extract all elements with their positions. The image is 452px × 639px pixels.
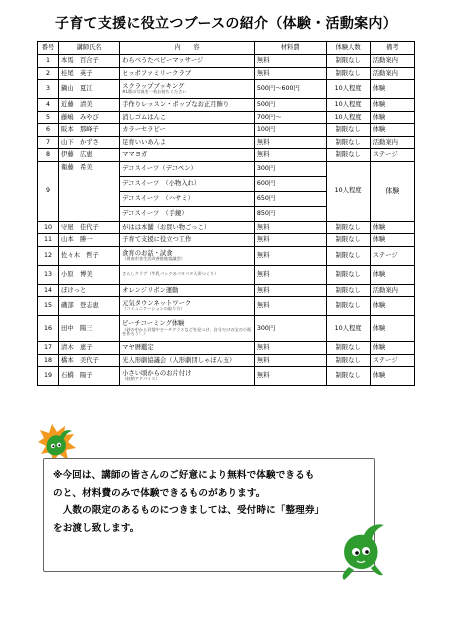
cell-number: 17 (38, 342, 59, 355)
cell-fee: 600円 (254, 176, 326, 191)
content-main: 消しゴムはんこ (122, 113, 167, 121)
cell-content (120, 136, 255, 149)
notice-line: 人数の限定のあるものにつきましては、受付時に「整理券」 (53, 505, 325, 516)
content-main: 食育のお話・試食 (122, 249, 173, 257)
cell-name: 清木 恵子 (59, 342, 120, 355)
header-cell: 体験人数 (326, 42, 370, 55)
content-main: 手作りレッスン・ポップなお正月飾り (122, 101, 230, 109)
cell-note: 体験 (370, 342, 414, 355)
cell-people: 制限なし (326, 342, 370, 355)
cell-people: 10人程度 (326, 99, 370, 112)
table-row (38, 316, 415, 342)
cell-content (120, 354, 255, 367)
cell-fee: 無料 (254, 284, 326, 297)
cell-fee: 700円〜 (254, 111, 326, 124)
table-row (38, 234, 415, 247)
cell-name: 小原 博美 (59, 265, 120, 284)
cell-note: 活動案内 (370, 136, 414, 149)
cell-number: 2 (38, 67, 59, 80)
header-cell: 備考 (370, 42, 414, 55)
table-row (38, 136, 415, 149)
cell-people: 制限なし (326, 221, 370, 234)
table-row (38, 149, 415, 162)
cell-fee: 無料 (254, 246, 326, 265)
cell-people: 10人程度 (326, 80, 370, 99)
cell-number: 16 (38, 316, 59, 342)
cell-content (120, 55, 255, 68)
cell-content (120, 246, 255, 265)
cell-number: 6 (38, 124, 59, 137)
cell-people: 制限なし (326, 136, 370, 149)
cell-name: 山本 勝一 (59, 234, 120, 247)
content-main: ママヨガ (122, 151, 148, 159)
table-row (38, 367, 415, 386)
cell-number: 3 (38, 80, 59, 99)
content-main: 小さい頃からのお片付け (122, 370, 192, 378)
cell-number: 15 (38, 297, 59, 316)
cell-content (120, 234, 255, 247)
cell-fee: 500円 (254, 99, 326, 112)
cell-people: 制限なし (326, 67, 370, 80)
cell-number: 10 (38, 221, 59, 234)
table-row (38, 161, 415, 176)
cell-note: ステージ (370, 354, 414, 367)
cell-fee: 650円 (254, 191, 326, 206)
cell-fee: 無料 (254, 367, 326, 386)
cell-content (120, 367, 255, 386)
cell-content (120, 99, 255, 112)
cell-note: 体験 (370, 124, 414, 137)
content-sub: さらしクラブ（牛乳パックのパタパタ人形つくり） (122, 271, 219, 277)
cell-number: 11 (38, 234, 59, 247)
cell-people: 制限なし (326, 149, 370, 162)
content-sub: （砂の中から貝殻やビーチグラスなどを見つけ、自分だけの宝の小瓶を作ろう！） (122, 326, 252, 337)
table-row (38, 55, 415, 68)
booth-table (37, 41, 415, 386)
cell-number: 1 (38, 55, 59, 68)
cell-fee: 無料 (254, 221, 326, 234)
cell-people: 10人程度 (326, 111, 370, 124)
content-main: 元気タウンネットワーク (122, 300, 192, 308)
cell-name: 石橋 陽子 (59, 367, 120, 386)
table-row (38, 99, 415, 112)
cell-note: ステージ (370, 149, 414, 162)
cell-content (120, 284, 255, 297)
cell-fee: 無料 (254, 354, 326, 367)
cell-fee: 無料 (254, 55, 326, 68)
cell-name: 藤嶋 みやび (59, 111, 120, 124)
cell-fee: 500円〜600円 (254, 80, 326, 99)
content-main: マヤ暦鑑定 (122, 344, 154, 352)
cell-name: 桂尾 英子 (59, 67, 120, 80)
cell-note: 体験 (370, 161, 414, 221)
cell-number: 5 (38, 111, 59, 124)
content-sub: （収納アドバイス） (122, 376, 160, 382)
content-main: 光人形劇協議会（人形劇団しゃぼん玉） (122, 356, 236, 364)
table-row (38, 284, 415, 297)
content-sub: ※L版の写真を一枚お持ちください (122, 89, 187, 95)
cell-name: 阪本 那峰子 (59, 124, 120, 137)
cell-people: 制限なし (326, 297, 370, 316)
cell-note: 体験 (370, 111, 414, 124)
cell-people: 制限なし (326, 246, 370, 265)
cell-name: 鍋山 夏江 (59, 80, 120, 99)
table-row (38, 297, 415, 316)
table-body-bottom (38, 221, 415, 386)
cell-note: 活動案内 (370, 67, 414, 80)
cell-content: デコスイーツ（デコペン） (120, 161, 255, 176)
cell-note: 体験 (370, 265, 414, 284)
table-row (38, 265, 415, 284)
content-main: わらべうたベビーマッサージ (122, 57, 204, 65)
cell-people: 制限なし (326, 367, 370, 386)
cell-note: 体験 (370, 99, 414, 112)
notice-line: ※今回は、講師の皆さんのご好意により無料で体験できるも (53, 470, 315, 481)
cell-number: 18 (38, 354, 59, 367)
cell-people: 制限なし (326, 234, 370, 247)
cell-people: 10人程度 (326, 316, 370, 342)
notice-line: をお渡し致します。 (53, 522, 140, 534)
cell-name: 本馬 百合子 (59, 55, 120, 68)
cell-note: 活動案内 (370, 284, 414, 297)
content-main: 子育て支援に役立つ工作 (122, 236, 192, 244)
cell-people: 制限なし (326, 284, 370, 297)
cell-content (120, 80, 255, 99)
cell-people: 制限なし (326, 124, 370, 137)
table-row (38, 221, 415, 234)
cell-name: 守屋 佳代子 (59, 221, 120, 234)
cell-number: 14 (38, 284, 59, 297)
cell-number: 13 (38, 265, 59, 284)
header-cell: 講師氏名 (59, 42, 120, 55)
cell-fee: 無料 (254, 136, 326, 149)
cell-note: ステージ (370, 246, 414, 265)
cell-name: 衛藤 希美 (59, 161, 120, 221)
cell-fee: 無料 (254, 265, 326, 284)
table-row (38, 246, 415, 265)
content-sub: （周南市食生活改善推進協議会） (122, 255, 185, 261)
table-body-top (38, 55, 415, 162)
cell-people: 10人程度 (326, 161, 370, 221)
cell-name: ぼけっと (59, 284, 120, 297)
content-main: カラーセラピー (122, 126, 166, 134)
cell-number: 19 (38, 367, 59, 386)
cell-number: 7 (38, 136, 59, 149)
cell-number: 12 (38, 246, 59, 265)
cell-note: 体験 (370, 221, 414, 234)
cell-people: 制限なし (326, 265, 370, 284)
cell-content (120, 67, 255, 80)
cell-content: デコスイーツ （ハサミ） (120, 191, 255, 206)
page-title: 子育て支援に役立つブースの紹介（体験・活動案内） (54, 16, 398, 32)
cell-people: 制限なし (326, 55, 370, 68)
cell-number: 8 (38, 149, 59, 162)
mascot-bottom-right (335, 520, 390, 582)
cell-content (120, 265, 255, 284)
cell-content (120, 149, 255, 162)
cell-note: 体験 (370, 297, 414, 316)
header-cell: 材料費 (254, 42, 326, 55)
cell-content: デコスイーツ （小物入れ） (120, 176, 255, 191)
green-mascot-icon (343, 524, 384, 580)
notice-text (53, 467, 373, 537)
cell-fee: 300円 (254, 316, 326, 342)
notice-line: のと、材料費のみで体験できるものがあります。 (53, 487, 266, 499)
content-main: オレンジリボン運動 (122, 286, 179, 294)
cell-fee: 300円 (254, 161, 326, 176)
cell-fee: 850円 (254, 206, 326, 221)
cell-name: 佐々木 哲子 (59, 246, 120, 265)
table-row (38, 342, 415, 355)
cell-content (120, 342, 255, 355)
cell-note: 活動案内 (370, 55, 414, 68)
cell-content (120, 297, 255, 316)
header-cell: 番号 (38, 42, 59, 55)
table-row (38, 67, 415, 80)
cell-fee: 無料 (254, 234, 326, 247)
cell-people: 制限なし (326, 354, 370, 367)
cell-fee: 無料 (254, 297, 326, 316)
cell-name: 磯部 登志恵 (59, 297, 120, 316)
cell-note: 体験 (370, 367, 414, 386)
content-main: ビーチコーミング体験 (122, 320, 185, 328)
cell-fee: 無料 (254, 149, 326, 162)
table-row (38, 80, 415, 99)
cell-number: 4 (38, 99, 59, 112)
table-header-row (38, 42, 415, 55)
header-cell: 内 容 (120, 42, 255, 55)
cell-number: 9 (38, 161, 59, 221)
content-main: がはは本舗（お買い物ごっこ） (122, 223, 211, 231)
cell-content (120, 316, 255, 342)
content-main: スクラップブッキング (122, 83, 185, 91)
cell-name: 橋本 美代子 (59, 354, 120, 367)
cell-content (120, 111, 255, 124)
cell-name: 田中 陽三 (59, 316, 120, 342)
cell-content (120, 221, 255, 234)
cell-fee: 100円 (254, 124, 326, 137)
table-row (38, 354, 415, 367)
cell-name: 山下 かずさ (59, 136, 120, 149)
cell-fee: 無料 (254, 342, 326, 355)
cell-note: 体験 (370, 80, 414, 99)
table-row (38, 111, 415, 124)
cell-fee: 無料 (254, 67, 326, 80)
content-main: ヒッポファミリークラブ (122, 69, 192, 77)
table-row (38, 124, 415, 137)
cell-content (120, 124, 255, 137)
content-sub: （コミュニケーションの取り方） (122, 306, 185, 312)
cell-content: デコスイーツ （手鏡） (120, 206, 255, 221)
cell-note: 体験 (370, 316, 414, 342)
cell-name: 近藤 清美 (59, 99, 120, 112)
table-body-decosweets (38, 161, 415, 221)
cell-note: 体験 (370, 234, 414, 247)
content-main: 足育いいあんよ (122, 138, 167, 146)
cell-name: 伊藤 広恵 (59, 149, 120, 162)
